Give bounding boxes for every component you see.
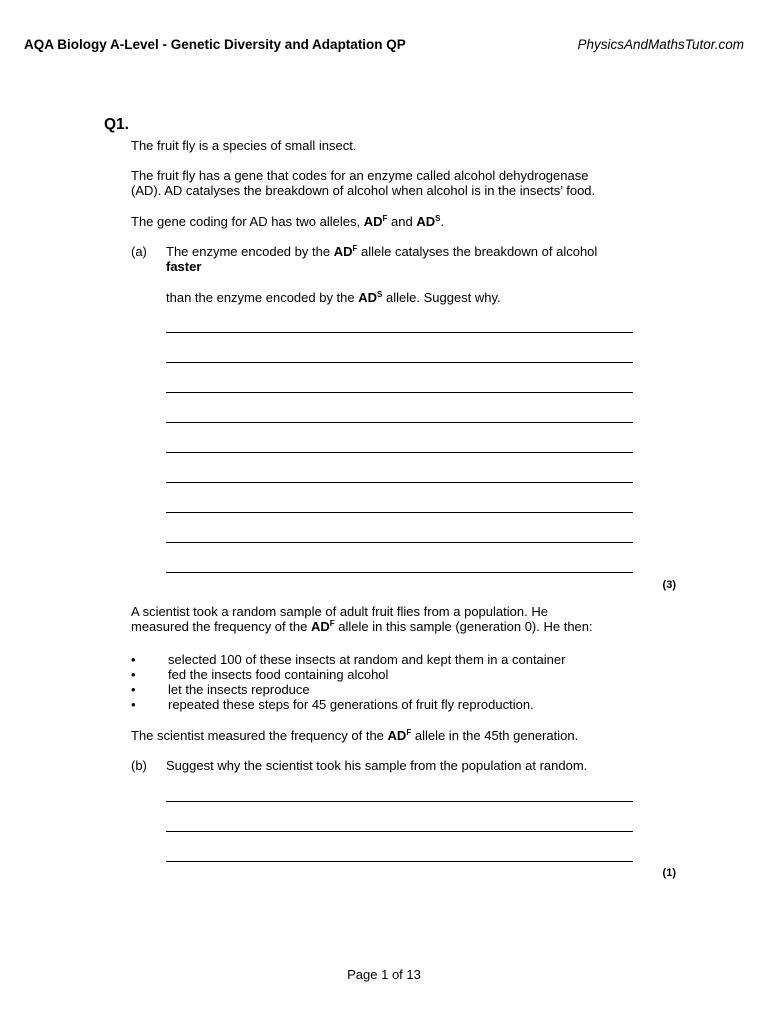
list-item: let the insects reproduce xyxy=(168,682,310,697)
part-a-text-line-1: The enzyme encoded by the $AD^F$ allele catalyses the breakdown of alcohol xyxy=(166,244,598,259)
bullet-marker: • xyxy=(131,682,136,697)
answer-line[interactable] xyxy=(166,861,633,862)
intro-sentence-2-line-1: The fruit fly has a gene that codes for an enzyme called alcohol dehydrogenase xyxy=(131,168,589,183)
part-a-label: (a) xyxy=(131,244,147,259)
allele-ads: $AD^S$ xyxy=(358,290,383,305)
allele-adf: $AD^F$ xyxy=(310,619,335,634)
bullet-marker: • xyxy=(131,652,136,667)
intro-sentence-1: The fruit fly is a species of small insect. xyxy=(131,138,357,153)
list-item: fed the insects food containing alcohol xyxy=(168,667,389,682)
method-line-1: A scientist took a random sample of adult fruit flies from a population. He xyxy=(131,604,548,619)
answer-line[interactable] xyxy=(166,801,633,802)
page-number: 1 xyxy=(381,967,389,982)
part-b-label: (b) xyxy=(131,758,147,773)
answer-line[interactable] xyxy=(166,572,633,573)
alleles-sentence-prefix: The gene coding for AD has two alleles, xyxy=(131,214,361,229)
method-line-2: measured the frequency of the $AD^F$ allele in this sample (generation 0). He then: xyxy=(131,619,593,634)
part-b-marks: (1) xyxy=(662,867,676,879)
intro-sentence-2-line-2: (AD). AD catalyses the breakdown of alcohol when alcohol is in the insects’ food. xyxy=(131,183,596,198)
total-pages: 13 xyxy=(406,967,421,982)
allele-adf: $AD^F$ xyxy=(387,728,412,743)
measured-sentence: The scientist measured the frequency of the $AD^F$ allele in the 45th generation. xyxy=(131,728,579,743)
answer-line[interactable] xyxy=(166,512,633,513)
part-a-marks: (3) xyxy=(662,579,676,591)
part-a-faster: faster xyxy=(166,259,202,274)
document-title: AQA Biology A-Level - Genetic Diversity and Adaptation QP xyxy=(24,37,406,52)
part-a-text-line-2: than the enzyme encoded by the $AD^S$ allele. Suggest why. xyxy=(166,290,501,305)
site-name: PhysicsAndMathsTutor.com xyxy=(577,37,744,52)
answer-line[interactable] xyxy=(166,831,633,832)
bullet-marker: • xyxy=(131,697,136,712)
answer-line[interactable] xyxy=(166,332,633,333)
answer-line[interactable] xyxy=(166,452,633,453)
allele-adf: $AD^F$ xyxy=(363,214,388,229)
allele-ads: $AD^S$ xyxy=(416,214,441,229)
list-item: selected 100 of these insects at random and kept them in a container xyxy=(168,652,566,667)
part-b-text: Suggest why the scientist took his sample from the population at random. xyxy=(166,758,588,773)
alleles-and: and xyxy=(391,214,413,229)
answer-line[interactable] xyxy=(166,482,633,483)
list-item: repeated these steps for 45 generations of fruit fly reproduction. xyxy=(168,697,534,712)
answer-line[interactable] xyxy=(166,392,633,393)
answer-line[interactable] xyxy=(166,542,633,543)
bullet-marker: • xyxy=(131,667,136,682)
allele-adf: $AD^F$ xyxy=(333,244,358,259)
question-number: Q1. xyxy=(104,116,129,133)
page-indicator: Page 1 of 13 xyxy=(347,967,421,982)
answer-line[interactable] xyxy=(166,422,633,423)
answer-line[interactable] xyxy=(166,362,633,363)
alleles-sentence: The gene coding for AD has two alleles, $AD^F$ and $AD^S$. xyxy=(131,214,445,229)
